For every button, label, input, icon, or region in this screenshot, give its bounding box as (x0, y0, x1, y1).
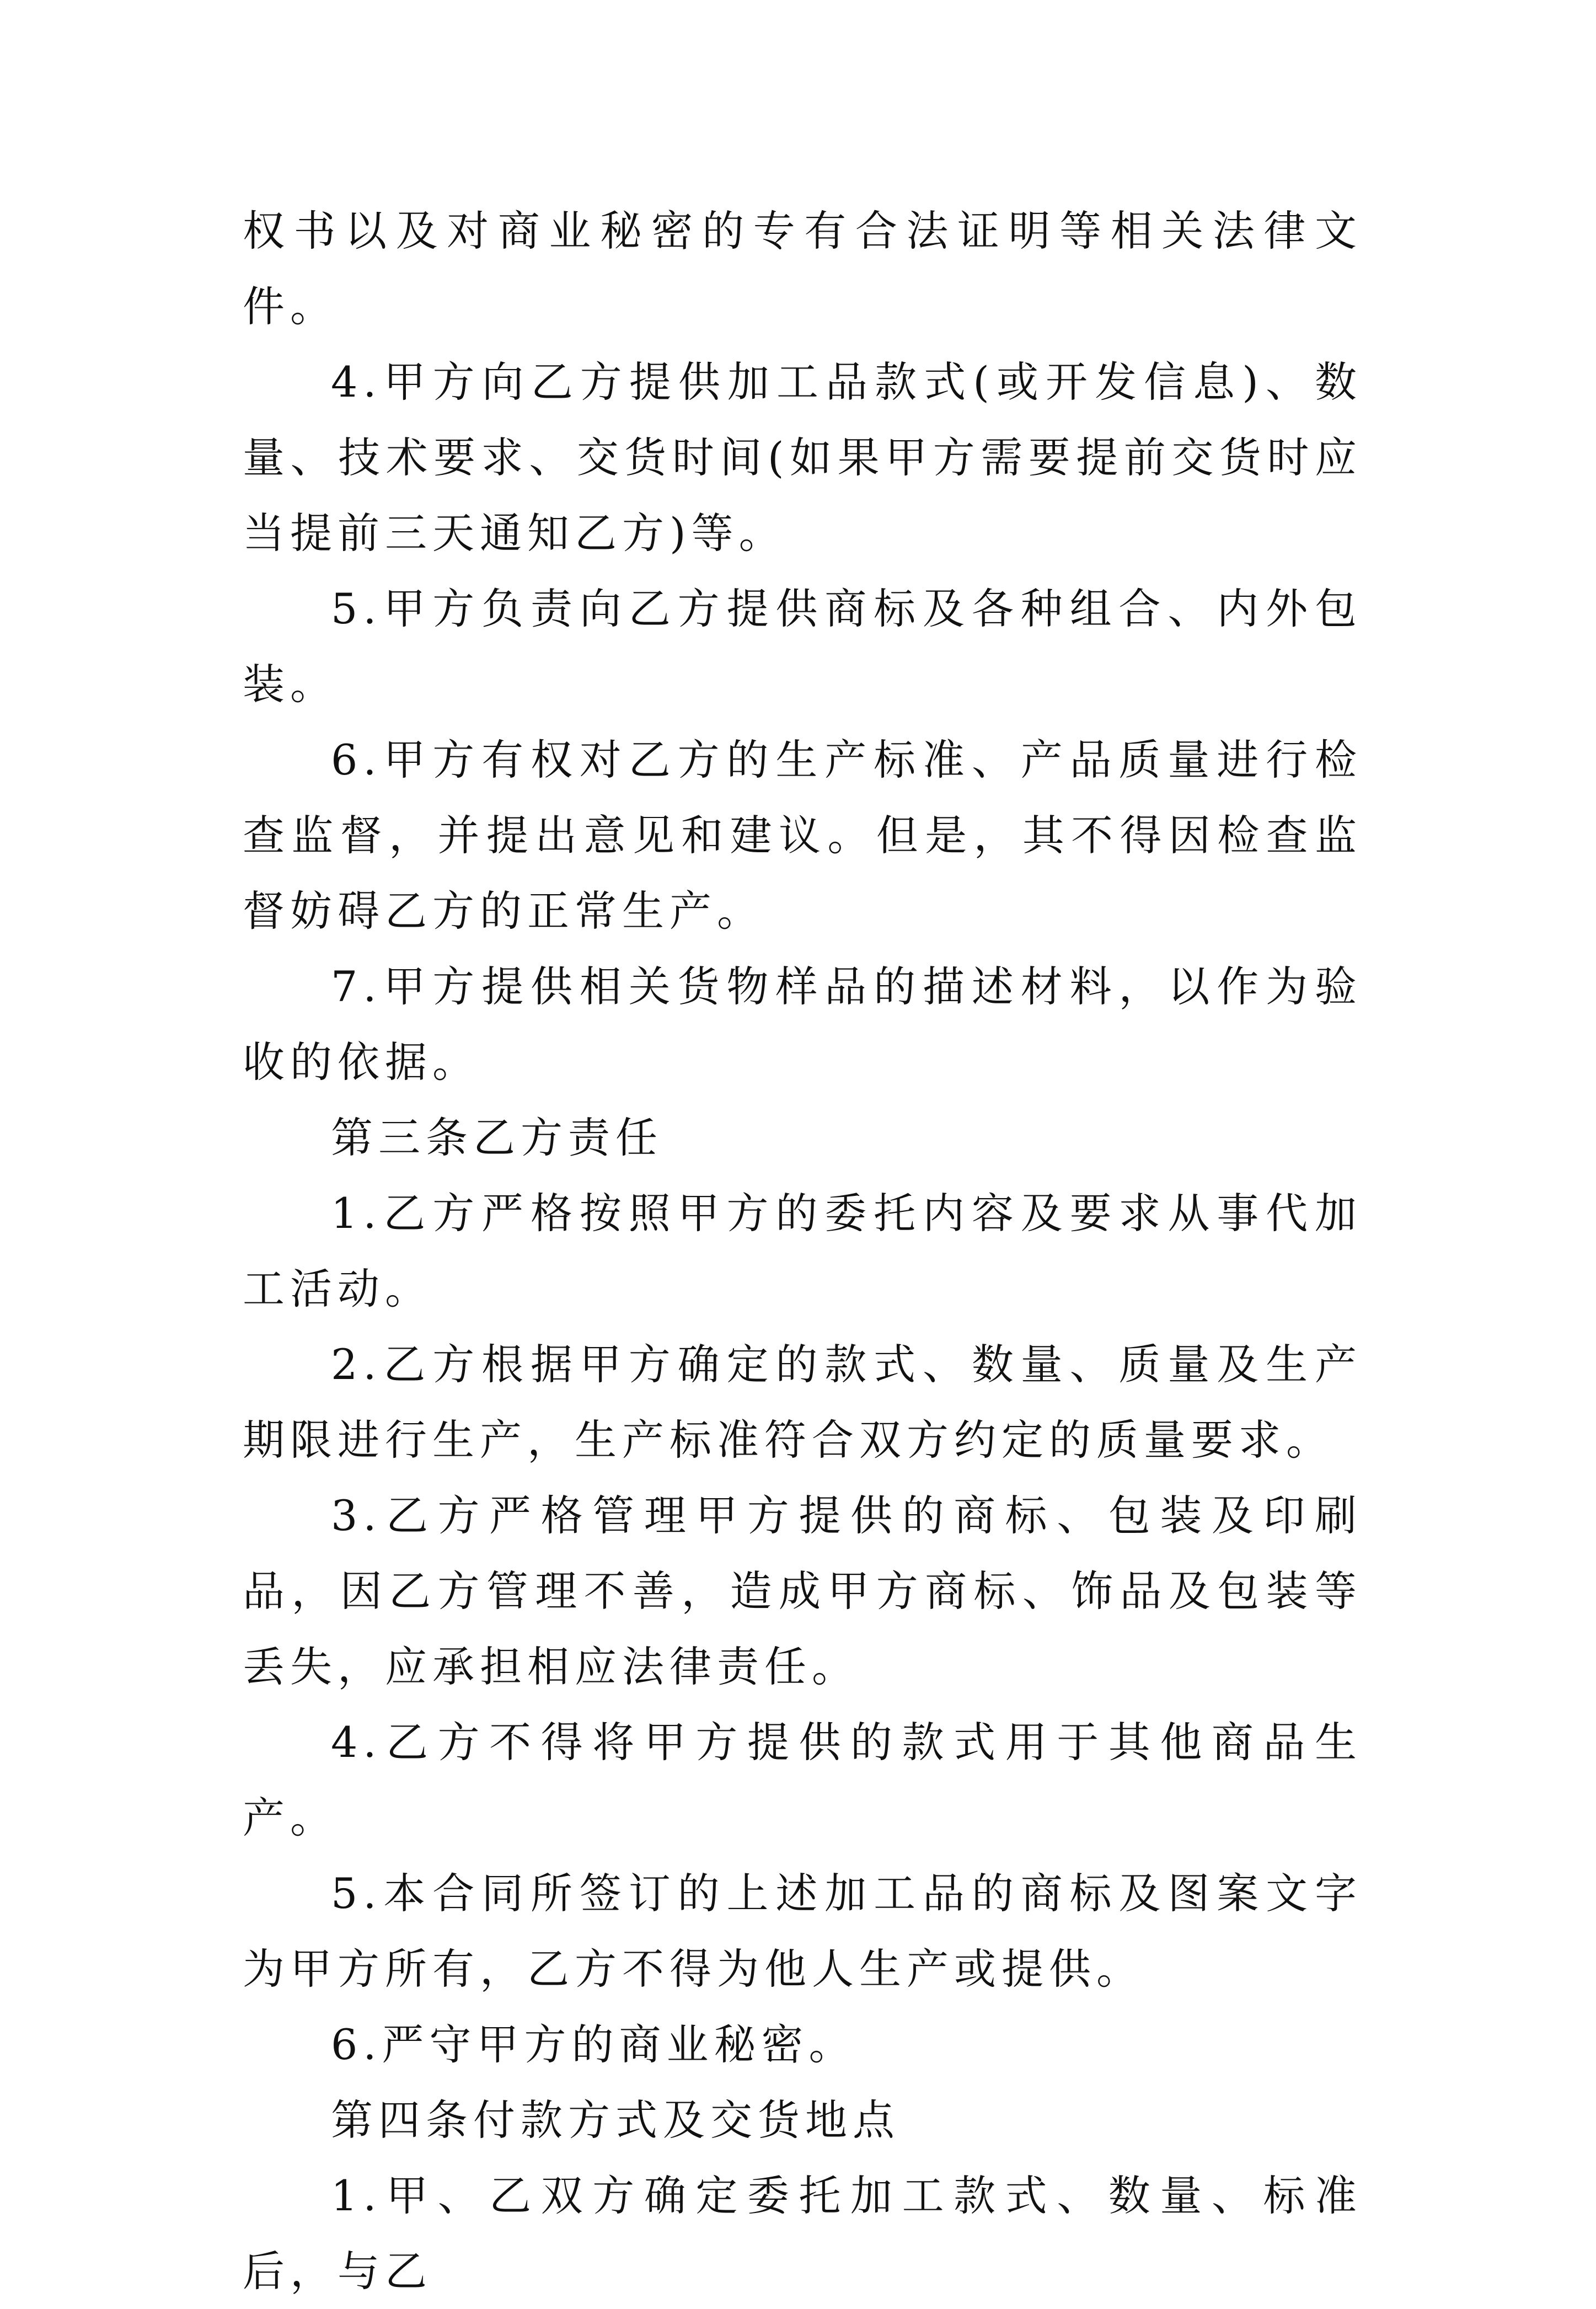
paragraph-14: 1.甲、乙双方确定委托加工款式、数量、标准后，与乙 (243, 2171, 1362, 2296)
paragraph-7: 1.乙方严格按照甲方的委托内容及要求从事代加工活动。 (243, 1189, 1362, 1313)
paragraph-2: 4.甲方向乙方提供加工品款式(或开发信息)、数量、技术要求、交货时间(如果甲方需要提前交货时应当提前三天通知乙方)等。 (243, 357, 1362, 558)
paragraph-5: 7.甲方提供相关货物样品的描述材料，以作为验收的依据。 (243, 962, 1362, 1087)
paragraph-11: 5.本合同所签订的上述加工品的商标及图案文字为甲方所有，乙方不得为他人生产或提供。 (243, 1869, 1362, 1993)
paragraph-12: 6.严守甲方的商业秘密。 (331, 2020, 856, 2069)
section-heading-article-4: 第四条付款方式及交货地点 (331, 2096, 900, 2145)
section-heading-article-3: 第三条乙方责任 (331, 1113, 663, 1162)
paragraph-1: 权书以及对商业秘密的专有合法证明等相关法律文件。 (243, 206, 1362, 331)
paragraph-10: 4.乙方不得将甲方提供的款式用于其他商品生产。 (243, 1718, 1362, 1842)
paragraph-9: 3.乙方严格管理甲方提供的商标、包装及印刷品，因乙方管理不善，造成甲方商标、饰品及包装等丢失，应承担相应法律责任。 (243, 1491, 1362, 1691)
paragraph-4: 6.甲方有权对乙方的生产标准、产品质量进行检查监督，并提出意见和建议。但是，其不得因检查监督妨碍乙方的正常生产。 (243, 735, 1362, 936)
paragraph-3: 5.甲方负责向乙方提供商标及各种组合、内外包装。 (243, 584, 1362, 709)
paragraph-8: 2.乙方根据甲方确定的款式、数量、质量及生产期限进行生产，生产标准符合双方约定的质量要求。 (243, 1340, 1362, 1464)
document-body (243, 193, 1362, 2309)
